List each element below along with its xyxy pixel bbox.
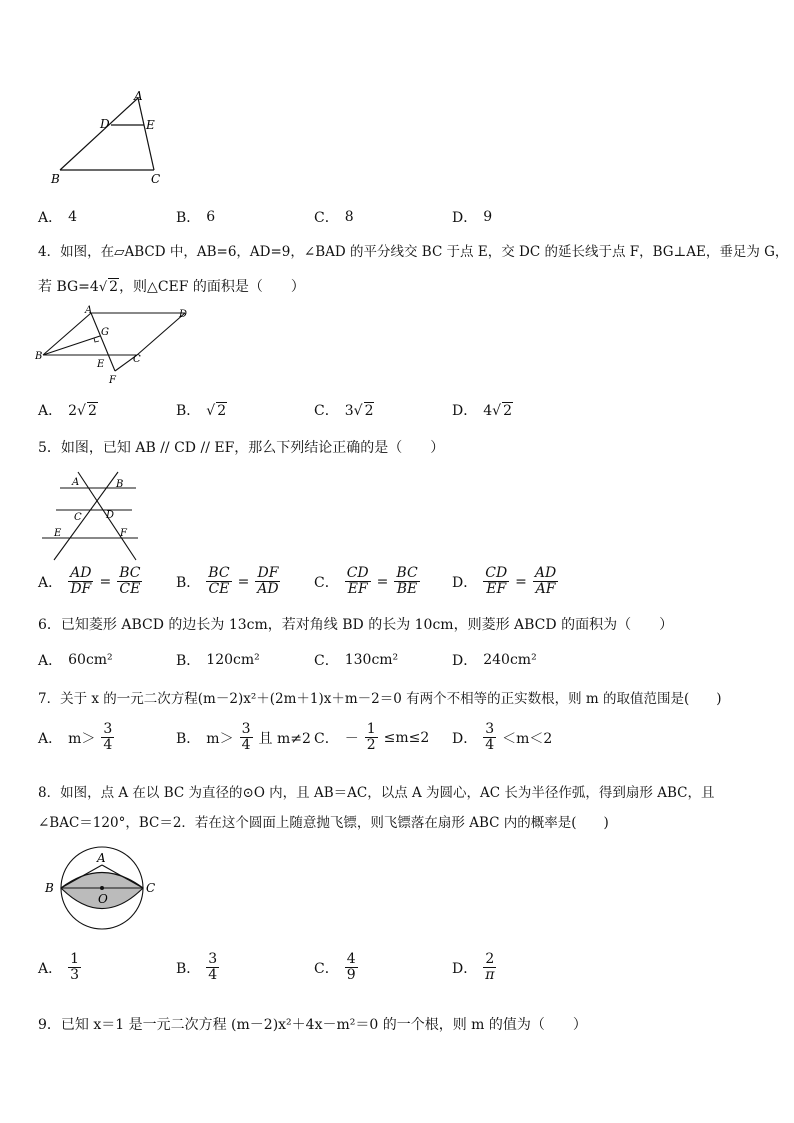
label-g: G <box>101 327 109 338</box>
q6-option-d[interactable] <box>452 650 537 670</box>
option-label: B． <box>176 730 201 747</box>
option-label: C． <box>314 730 339 747</box>
q4-option-d[interactable]: D． 4√ 2 <box>452 400 513 420</box>
q4-line2: 若 BG=4√ 2，则△CEF 的面积是（ ） <box>38 279 305 295</box>
q7-option-a[interactable] <box>38 722 114 754</box>
option-value: 130cm² <box>344 652 399 668</box>
label-c: C <box>146 881 156 895</box>
q6-option-b[interactable] <box>176 650 260 670</box>
frac-den: AD <box>257 581 279 598</box>
q3-option-d[interactable] <box>452 207 492 227</box>
option-value: 8 <box>344 209 354 225</box>
option-label: B． <box>176 960 201 977</box>
option-label: B． <box>176 574 201 591</box>
frac-den: 4 <box>241 737 251 754</box>
option-rad: 2 <box>364 402 374 419</box>
q7-text: 7．关于 x 的一元二次方程(m－2)x²＋(2m＋1)x＋m－2＝0 有两个不相等的正实数根，则 m 的取值范围是( ) <box>38 691 722 707</box>
label-e: E <box>97 359 105 370</box>
option-label: C． <box>314 960 339 977</box>
q3-option-b[interactable] <box>176 207 215 227</box>
q4-line1: 4．如图，在▱ABCD 中，AB=6，AD=9，∠BAD 的平分线交 BC 于点 E，交 DC 的延长线于点 F，BG⊥AE，垂足为 G， <box>38 244 789 260</box>
frac-den: 4 <box>485 737 495 754</box>
frac-den: EF <box>486 581 507 598</box>
label-e: E <box>54 528 62 539</box>
frac-den: BE <box>396 581 418 598</box>
frac-num: CD <box>485 565 508 581</box>
q4-option-a[interactable]: A． 2√ 2 <box>38 400 98 420</box>
option-coef: 2 <box>68 402 78 419</box>
option-label: D． <box>452 403 478 419</box>
option-label: C． <box>314 210 339 226</box>
q6-option-c[interactable] <box>314 650 398 670</box>
q5-option-b[interactable]: B． $\frac{BC}{CE}$ = $\frac{DF}{AD}$ <box>176 565 279 598</box>
q5-option-c[interactable]: C． $\frac{CD}{EF}$ = $\frac{BC}{BE}$ <box>314 565 418 598</box>
frac-num: BC <box>208 565 230 581</box>
option-label: D． <box>452 210 478 226</box>
circle-sector-figure <box>40 845 165 935</box>
frac-den: 4 <box>103 737 113 754</box>
frac-num: BC <box>396 565 418 581</box>
option-rad: 2 <box>87 402 97 419</box>
label-d: D <box>100 117 110 131</box>
option-pre: m＞ <box>68 730 96 747</box>
option-rad: 2 <box>217 402 227 419</box>
label-a: A <box>85 305 93 316</box>
q4-option-b[interactable]: B． √ 2 <box>176 400 227 420</box>
label-d: D <box>106 510 115 521</box>
option-label: B． <box>176 403 201 419</box>
option-label: A． <box>38 574 63 591</box>
frac-num: 4 <box>346 951 356 967</box>
label-f: F <box>109 375 116 386</box>
frac-num: 3 <box>485 721 495 737</box>
option-label: C． <box>314 403 339 419</box>
label-c: C <box>74 512 82 523</box>
option-label: B． <box>176 653 201 669</box>
label-a: A <box>97 851 106 865</box>
frac-num: AD <box>70 565 92 581</box>
q9-text: 9．已知 x＝1 是一元二次方程 (m－2)x²＋4x－m²＝0 的一个根，则 m 的值为（ ） <box>38 1017 587 1033</box>
label-f: F <box>120 528 127 539</box>
option-value: 6 <box>206 209 216 225</box>
option-coef: 4 <box>483 402 493 419</box>
option-post: ＜m＜2 <box>502 730 553 747</box>
frac-den: 4 <box>208 967 218 984</box>
label-a: A <box>134 89 143 103</box>
label-b: B <box>35 351 43 362</box>
option-label: D． <box>452 574 478 591</box>
frac-den: DF <box>70 581 92 598</box>
frac-num: 2 <box>485 951 495 967</box>
label-c: C <box>133 354 141 365</box>
frac-num: CD <box>346 565 369 581</box>
option-label: A． <box>38 653 63 669</box>
frac-num: BC <box>119 565 141 581</box>
q7-option-c[interactable] <box>314 722 429 754</box>
option-post: ≤m≤2 <box>383 729 430 746</box>
option-label: A． <box>38 403 63 419</box>
q8-option-c[interactable] <box>314 952 358 984</box>
option-value: 120cm² <box>206 652 260 668</box>
option-label: A． <box>38 210 63 226</box>
q8-option-d[interactable] <box>452 952 496 984</box>
option-label: D． <box>452 653 478 669</box>
frac-num: 1 <box>70 951 80 967</box>
option-pre: － <box>344 730 359 747</box>
q5-option-a[interactable]: A． $\frac{AD}{DF}$ = $\frac{BC}{CE}$ <box>38 565 141 598</box>
frac-den: CE <box>119 581 141 598</box>
option-label: B． <box>176 210 201 226</box>
frac-den: 9 <box>346 967 356 984</box>
q7-option-d[interactable] <box>452 722 552 754</box>
triangle-figure <box>45 88 175 188</box>
q8-option-b[interactable] <box>176 952 219 984</box>
label-b: B <box>51 172 60 186</box>
frac-num: 3 <box>103 721 113 737</box>
parallel-lines-figure <box>38 470 143 565</box>
option-value: 9 <box>483 209 493 225</box>
option-value: 4 <box>68 209 78 225</box>
label-e: E <box>146 118 155 132</box>
frac-num: 3 <box>208 951 218 967</box>
option-value: 60cm² <box>68 652 113 668</box>
label-b: B <box>116 479 124 490</box>
option-label: A． <box>38 960 63 977</box>
option-label: D． <box>452 730 478 747</box>
option-value: 240cm² <box>483 652 537 668</box>
q4-post: ，则△CEF 的面积是（ ） <box>119 279 305 295</box>
q4-option-c[interactable]: C． 3√ 2 <box>314 400 374 420</box>
frac-num: 3 <box>241 721 251 737</box>
frac-den: CE <box>208 581 230 598</box>
option-rad: 2 <box>503 402 512 419</box>
q8-line2: ∠BAC＝120°，BC＝2．若在这个圆面上随意抛飞镖，则飞镖落在扇形 ABC 内的概率是( ) <box>38 815 609 831</box>
frac-den: 3 <box>70 967 80 984</box>
parallelogram-figure <box>35 305 200 387</box>
q4-rad: 2 <box>109 279 119 295</box>
q8-option-a[interactable] <box>38 952 81 984</box>
frac-num: AD <box>534 565 557 581</box>
option-label: C． <box>314 653 339 669</box>
frac-num: 1 <box>366 721 376 737</box>
option-pre: m＞ <box>206 730 234 747</box>
option-label: A． <box>38 730 63 747</box>
q6-text: 6．已知菱形 ABCD 的边长为 13cm，若对角线 BD 的长为 10cm，则菱形 ABCD 的面积为（ ） <box>38 617 674 633</box>
q8-line1: 8．如图，点 A 在以 BC 为直径的⊙O 内，且 AB＝AC，以点 A 为圆心，AC 长为半径作弧，得到扇形 ABC，且 <box>38 785 715 801</box>
label-d: D <box>179 309 188 320</box>
q3-option-a[interactable] <box>38 207 77 227</box>
q4-pre: 若 BG= <box>38 279 90 295</box>
frac-num: DF <box>257 565 279 581</box>
frac-den: AF <box>535 581 556 598</box>
frac-den: EF <box>347 581 368 598</box>
q3-option-c[interactable] <box>314 207 354 227</box>
label-b: B <box>45 881 54 895</box>
option-label: D． <box>452 960 478 977</box>
q4-coef: 4 <box>89 279 99 295</box>
q5-option-d[interactable]: D． $\frac{CD}{EF}$ = $\frac{AD}{AF}$ <box>452 565 557 598</box>
label-a: A <box>72 477 80 488</box>
option-post: 且 m≠2 <box>258 730 311 747</box>
option-label: C． <box>314 574 339 591</box>
frac-den: 2 <box>366 737 376 754</box>
q6-option-a[interactable] <box>38 650 113 670</box>
q7-option-b[interactable] <box>176 722 311 754</box>
q5-text: 5．如图，已知 AB // CD // EF，那么下列结论正确的是（ ） <box>38 440 445 456</box>
frac-den: π <box>485 967 495 984</box>
option-coef: 3 <box>344 402 354 419</box>
label-o: O <box>98 892 108 906</box>
label-c: C <box>151 172 161 186</box>
